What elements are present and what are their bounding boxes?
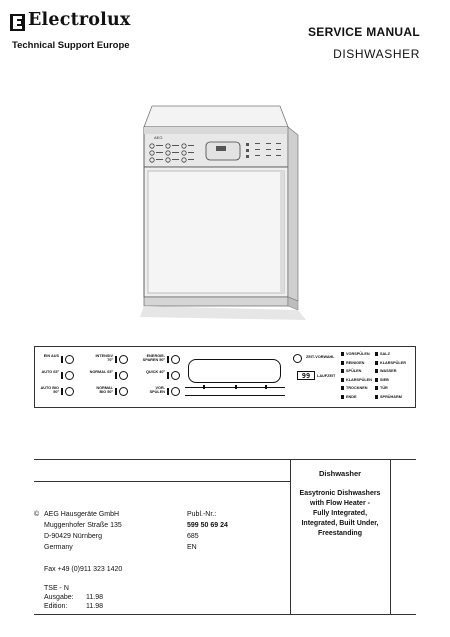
table-bottom-rule	[34, 614, 416, 615]
doc-subtitle: DISHWASHER	[333, 47, 420, 61]
panel-program-button[interactable]	[65, 355, 74, 364]
doc-title: SERVICE MANUAL	[308, 25, 420, 39]
product-description-line: Easytronic Dishwashers	[299, 490, 381, 497]
dishwasher-illustration	[130, 105, 306, 320]
language-code: EN	[187, 544, 197, 551]
company-name: AEG Hausgeräte GmbH	[44, 511, 120, 518]
panel-program-button[interactable]	[119, 387, 128, 396]
panel-rail-marker	[265, 385, 267, 389]
phase-indicator: REINIGEN	[341, 361, 364, 365]
ausgabe-value: 11.98	[86, 594, 103, 601]
electrolux-logo	[10, 10, 160, 55]
product-description	[290, 489, 390, 539]
panel-program-button[interactable]	[65, 371, 74, 380]
delay-timer-label: ZEIT-VORWAHL	[306, 355, 335, 359]
panel-display-window	[188, 359, 281, 383]
publication-label: Publ.-Nr.:	[187, 511, 217, 518]
panel-program-button[interactable]	[171, 387, 180, 396]
panel-button-label: NORMAL BIO 50°	[96, 386, 113, 395]
panel-indicator-led	[115, 356, 117, 363]
panel-button-label: EIN AUS	[43, 354, 59, 358]
panel-button-label: INTENSIV 70°	[95, 354, 113, 363]
publication-code: 685	[187, 533, 199, 540]
panel-rail-line	[185, 395, 285, 396]
company-country: Germany	[44, 544, 73, 551]
edition-value: 11.98	[86, 603, 103, 610]
panel-indicator-led	[61, 356, 63, 363]
control-panel-diagram	[34, 346, 416, 408]
panel-indicator-led	[167, 356, 169, 363]
company-street: Muggenhofer Straße 135	[44, 522, 122, 529]
panel-program-button[interactable]	[171, 355, 180, 364]
panel-indicator-led	[61, 372, 63, 379]
phase-indicator: TROCKNEN	[341, 386, 368, 390]
panel-program-button[interactable]	[119, 371, 128, 380]
edition-label: Edition:	[44, 603, 68, 610]
ausgabe-label: Ausgabe:	[44, 594, 74, 601]
product-description-line: Integrated, Built Under,	[301, 520, 379, 527]
product-title: Dishwasher	[318, 469, 362, 478]
table-top-rule	[34, 459, 416, 460]
panel-indicator-led	[167, 372, 169, 379]
panel-rail-marker	[235, 385, 237, 389]
document-info-table	[34, 459, 416, 614]
warning-indicator: TÜR	[375, 386, 388, 390]
phase-indicator: KLARSPÜLEN	[341, 378, 372, 382]
phase-indicator: VORSPÜLEN	[341, 352, 370, 356]
publication-number: 599 50 69 24	[187, 522, 228, 529]
panel-indicator-led	[61, 388, 63, 395]
panel-indicator-led	[115, 372, 117, 379]
product-description-line: Fully Integrated,	[312, 510, 368, 517]
panel-button-label: AUTO 65°	[41, 370, 59, 374]
warning-indicator: SPRÜHARM	[375, 395, 402, 399]
electrolux-logo-icon	[10, 14, 25, 31]
appliance-brand-label: AEG	[154, 135, 163, 140]
product-description-line: Freestanding	[318, 530, 362, 537]
panel-button-label: ENERGIE-SPAREN 50°	[142, 354, 165, 363]
phase-indicator: ENDE	[341, 395, 357, 399]
panel-button-label: AUTO BIO 50°	[40, 386, 59, 395]
warning-indicator: SALZ	[375, 352, 390, 356]
warning-indicator: WASSER	[375, 369, 396, 373]
product-description-line: with Flow Heater -	[310, 500, 370, 507]
panel-button-label: NORMAL 65°	[89, 370, 113, 374]
runtime-label: LAUFZEIT	[317, 374, 336, 378]
panel-indicator-led	[167, 388, 169, 395]
delay-timer-button[interactable]	[293, 354, 302, 363]
copyright-symbol: ©	[34, 511, 40, 518]
panel-indicator-led	[115, 388, 117, 395]
table-header-rule	[34, 481, 290, 482]
panel-program-button[interactable]	[65, 387, 74, 396]
phase-indicator: SPÜLEN	[341, 369, 361, 373]
time-display: 99	[297, 371, 315, 380]
table-divider-right	[390, 459, 391, 614]
warning-indicator: KLARSPÜLER	[375, 361, 406, 365]
warning-indicator: SIEB	[375, 378, 389, 382]
department-name: Technical Support Europe	[12, 40, 130, 51]
panel-program-button[interactable]	[119, 355, 128, 364]
department-code: TSE - N	[44, 585, 69, 592]
company-city: D-90429 Nürnberg	[44, 533, 102, 540]
fax-number: Fax +49 (0)911 323 1420	[44, 566, 123, 573]
panel-button-label: VOR-SPÜLEN	[149, 386, 165, 395]
brand-name: Electrolux	[28, 10, 131, 30]
panel-rail-marker	[203, 385, 205, 389]
panel-program-button[interactable]	[171, 371, 180, 380]
panel-button-label: QUICK 40°	[145, 370, 165, 374]
